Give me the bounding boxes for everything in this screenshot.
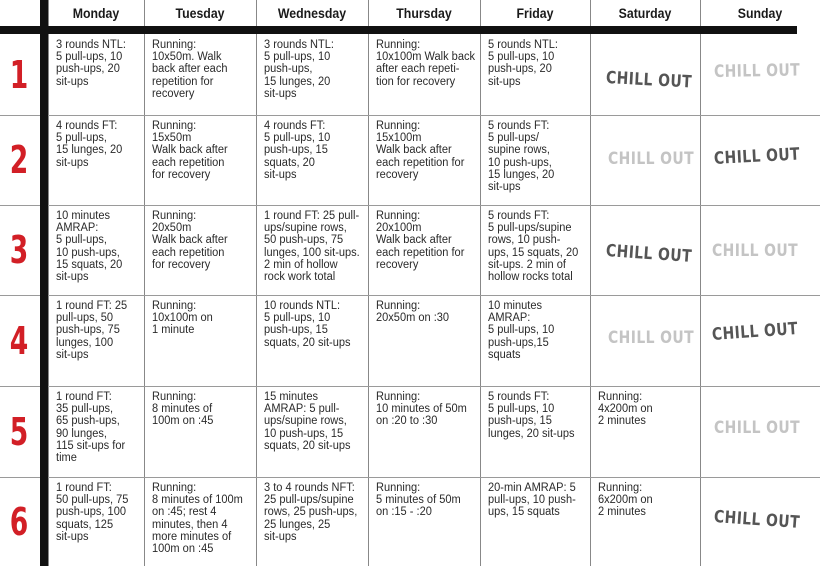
row-divider (0, 115, 820, 116)
workout-line: lunges, 100 sit-ups. (264, 246, 360, 259)
week-number-6: 6 (9, 499, 29, 544)
workout-line: 4 rounds FT: (264, 120, 326, 132)
workout-line: 10 push-ups, (488, 156, 552, 169)
workout-line: push-ups, 15 (264, 144, 328, 157)
workout-line: 5 pull-ups, 10 (264, 51, 331, 64)
workout-line: for recovery (152, 168, 211, 181)
workout-line: Running: (376, 482, 421, 494)
workout-cell-monday (56, 391, 125, 464)
workout-line: push-ups, 20 (56, 63, 120, 76)
workout-line: Running: (598, 391, 643, 403)
day-header-sunday: Sunday (737, 5, 783, 21)
workout-line: after each repeti- (376, 63, 460, 76)
workout-line: recovery (376, 258, 419, 271)
workout-line: 5 pull-ups, 10 (264, 132, 331, 145)
chill-out-label: CHILL OUT (608, 149, 695, 169)
workout-line: pull-ups, 10 push- (488, 494, 576, 507)
column-divider (700, 0, 701, 566)
workout-line: 10 push-ups, 15 (264, 427, 344, 440)
workout-line: Running: (152, 300, 197, 312)
workout-line: Walk back after (376, 234, 452, 247)
workout-cell-wednesday (264, 482, 357, 543)
workout-line: sit-ups (56, 348, 89, 361)
workout-line: Walk back after (376, 144, 452, 157)
week-number-4: 4 (9, 318, 29, 363)
workout-cell-thursday (376, 391, 467, 428)
workout-line: Running: (376, 120, 421, 132)
workout-line: 1 round FT: 25 pull- (264, 210, 360, 222)
week-number-2: 2 (9, 138, 29, 182)
workout-line: Running: (152, 210, 197, 222)
workout-line: 10x50m. Walk (152, 51, 222, 64)
workout-cell-friday (488, 120, 554, 193)
workout-line: push-ups, 75 (56, 324, 120, 337)
workout-line: 25 lunges, 25 (264, 518, 331, 531)
row-divider (0, 386, 820, 387)
row-divider (0, 205, 820, 206)
chill-out-label: CHILL OUT (711, 319, 799, 345)
workout-line: 115 sit-ups for (56, 439, 126, 452)
workout-line: sit-ups (264, 87, 297, 100)
workout-line: 3 to 4 rounds NFT: (264, 482, 355, 494)
workout-line: squats, 20 sit-ups (264, 439, 351, 452)
workout-line: 2 minutes (598, 506, 646, 519)
workout-line: each repetition for (376, 246, 465, 259)
workout-line: Running: (598, 482, 643, 494)
workout-cell-friday (488, 210, 578, 283)
workout-line: push-ups, (264, 63, 313, 76)
column-divider (480, 0, 481, 566)
workout-line: 10x100m on (152, 312, 213, 325)
column-divider (256, 0, 257, 566)
workout-cell-friday (488, 300, 554, 361)
workout-line: 15x50m (152, 132, 192, 145)
workout-cell-tuesday (152, 300, 213, 337)
workout-line: 5 pull-ups, 10 (264, 312, 331, 325)
workout-line: 20x50m (152, 222, 192, 235)
day-header-monday: Monday (72, 5, 120, 21)
workout-line: Running: (152, 391, 197, 403)
chill-out-label: CHILL OUT (608, 328, 695, 348)
workout-line: 10 minutes (56, 210, 111, 222)
day-header-wednesday: Wednesday (277, 5, 347, 21)
workout-cell-wednesday (264, 210, 360, 283)
workout-line: recovery (376, 168, 419, 181)
workout-cell-thursday (376, 120, 464, 181)
workout-line: rows, 10 push- (488, 234, 561, 247)
workout-line: 8 minutes of (152, 403, 213, 416)
workout-line: 100m on :45 (152, 415, 214, 428)
workout-cell-saturday (598, 482, 653, 519)
column-divider (590, 0, 591, 566)
chill-out-label: CHILL OUT (714, 418, 801, 438)
workout-line: 20-min AMRAP: 5 (488, 482, 576, 494)
workout-line: 25 pull-ups/supine (264, 494, 354, 507)
workout-cell-friday (488, 482, 576, 519)
workout-cell-monday (56, 210, 122, 283)
workout-line: AMRAP: (56, 222, 99, 235)
workout-line: Running: (376, 391, 421, 403)
day-header-saturday: Saturday (618, 5, 672, 21)
chill-out-label: CHILL OUT (713, 60, 801, 82)
workout-line: 4x200m on (598, 403, 653, 416)
workout-line: 20x100m (376, 222, 422, 235)
workout-cell-thursday (376, 300, 449, 324)
workout-cell-tuesday (152, 482, 243, 555)
workout-line: recovery (152, 87, 195, 100)
workout-line: push-ups, 100 (56, 506, 126, 519)
workout-line: AMRAP: 5 pull- (264, 403, 340, 416)
workout-line: 8 minutes of 100m (152, 494, 243, 507)
workout-line: 5 rounds NTL: (488, 39, 558, 51)
workout-cell-wednesday (264, 120, 330, 181)
workout-cell-tuesday (152, 210, 228, 271)
chill-out-label: CHILL OUT (713, 144, 801, 169)
workout-line: Running: (376, 39, 421, 51)
workout-line: on :45; rest 4 (152, 506, 217, 519)
week-number-3: 3 (9, 228, 29, 272)
workout-line: push-ups, 15 (488, 415, 552, 428)
workout-line: each repetition (152, 156, 225, 169)
week-number-5: 5 (9, 409, 29, 454)
workout-line: 5 rounds FT: (488, 391, 550, 403)
workout-line: 35 pull-ups, (56, 403, 114, 416)
workout-line: 5 pull-ups/ (488, 132, 539, 145)
workout-line: Running: (152, 39, 197, 51)
workout-line: 4 rounds FT: (56, 120, 118, 132)
day-header-thursday: Thursday (396, 5, 452, 21)
workout-line: 100m on :45 (152, 543, 214, 556)
workout-line: more minutes of (152, 530, 232, 543)
workout-line: 15 lunges, 20 (488, 168, 555, 181)
day-header-tuesday: Tuesday (175, 5, 225, 21)
workout-line: on :20 to :30 (376, 415, 438, 428)
workout-line: 5 pull-ups/supine (488, 222, 572, 235)
workout-cell-monday (56, 120, 122, 169)
workout-line: 5 pull-ups, 10 (488, 403, 555, 416)
workout-line: ups/supine rows, (264, 415, 347, 428)
chill-out-label: CHILL OUT (605, 241, 693, 267)
workout-line: for recovery (152, 258, 211, 271)
workout-line: push-ups,15 (488, 336, 549, 349)
workout-line: sit-ups. 2 min of (488, 258, 566, 271)
workout-line: 15 lunges, 20 (56, 144, 123, 157)
workout-line: sit-ups (56, 271, 89, 284)
workout-line: 15 squats, 20 (56, 258, 123, 271)
vertical-divider-bar (40, 0, 48, 566)
workout-cell-friday (488, 39, 558, 88)
workout-line: 3 rounds NTL: (56, 39, 126, 51)
workout-line: minutes, then 4 (152, 518, 228, 531)
workout-line: 10 minutes (488, 300, 543, 312)
workout-line: 65 push-ups, (56, 415, 120, 428)
workout-line: time (56, 452, 77, 465)
workout-line: 50 push-ups, 75 (264, 234, 344, 247)
workout-line: squats, 20 sit-ups (264, 336, 351, 349)
workout-line: 6x200m on (598, 494, 653, 507)
workout-line: Running: (152, 482, 197, 494)
row-divider (0, 295, 820, 296)
column-divider (144, 0, 145, 566)
workout-line: 2 minutes (598, 415, 646, 428)
workout-line: 5 pull-ups, (56, 234, 107, 247)
workout-line: sit-ups (488, 75, 521, 88)
workout-line: pull-ups, 50 (56, 312, 114, 325)
workout-cell-monday (56, 39, 126, 88)
workout-line: sit-ups (264, 530, 297, 543)
workout-line: 20x50m on :30 (376, 312, 450, 325)
workout-cell-friday (488, 391, 575, 440)
workout-line: 50 pull-ups, 75 (56, 494, 129, 507)
workout-line: 5 pull-ups, 10 (56, 51, 123, 64)
workout-line: rows, 25 push-ups, (264, 506, 358, 519)
workout-line: 1 round FT: 25 (56, 300, 128, 312)
workout-line: 10 rounds NTL: (264, 300, 341, 312)
workout-line: Walk back after (152, 144, 228, 157)
workout-line: lunges, 20 sit-ups (488, 427, 575, 440)
workout-line: Running: (376, 300, 421, 312)
workout-cell-tuesday (152, 391, 213, 428)
workout-line: rock work total (264, 271, 336, 284)
workout-line: 1 round FT: (56, 391, 112, 403)
workout-line: 10x100m Walk back (376, 51, 475, 64)
workout-cell-tuesday (152, 120, 228, 181)
workout-line: 15x100m (376, 132, 422, 145)
workout-line: ups/supine rows, (264, 222, 347, 235)
workout-line: 90 lunges, (56, 427, 107, 440)
workout-cell-thursday (376, 482, 461, 519)
workout-line: sit-ups (56, 156, 89, 169)
workout-line: on :15 - :20 (376, 506, 432, 519)
workout-line: ups, 15 squats (488, 506, 560, 519)
workout-line: 1 round FT: (56, 482, 112, 494)
workout-line: back after each (152, 63, 228, 76)
column-divider (48, 0, 49, 566)
workout-line: 5 pull-ups, (56, 132, 107, 145)
workout-line: squats, 125 (56, 518, 114, 531)
workout-line: sit-ups (56, 75, 89, 88)
workout-line: lunges, 100 (56, 336, 114, 349)
chill-out-label: CHILL OUT (605, 68, 693, 93)
workout-line: tion for recovery (376, 75, 456, 88)
workout-line: squats (488, 348, 521, 361)
row-divider (0, 477, 820, 478)
workout-line: 5 minutes of 50m (376, 494, 461, 507)
workout-cell-saturday (598, 391, 653, 428)
workout-line: 5 pull-ups, 10 (488, 51, 555, 64)
workout-line: 5 pull-ups, 10 (488, 324, 555, 337)
workout-line: sit-ups (488, 181, 521, 194)
workout-line: squats, 20 (264, 156, 315, 169)
workout-line: 5 rounds FT: (488, 120, 550, 132)
chill-out-label: CHILL OUT (713, 507, 801, 533)
workout-line: ups, 15 squats, 20 (488, 246, 579, 259)
chill-out-label: CHILL OUT (712, 241, 799, 261)
workout-line: Walk back after (152, 234, 228, 247)
workout-cell-monday (56, 300, 127, 361)
workout-cell-wednesday (264, 391, 351, 452)
workout-cell-tuesday (152, 39, 227, 100)
column-divider (368, 0, 369, 566)
workout-cell-monday (56, 482, 128, 543)
workout-cell-wednesday (264, 39, 334, 100)
workout-line: repetition for (152, 75, 214, 88)
workout-line: push-ups, 15 (264, 324, 328, 337)
workout-line: push-ups, 20 (488, 63, 552, 76)
workout-line: hollow rocks total (488, 271, 573, 284)
workout-line: Running: (152, 120, 197, 132)
workout-line: sit-ups (56, 530, 89, 543)
week-number-1: 1 (9, 52, 29, 97)
workout-line: 15 lunges, 20 (264, 75, 331, 88)
workout-line: 3 rounds NTL: (264, 39, 334, 51)
workout-line: 15 minutes (264, 391, 319, 403)
workout-line: 5 rounds FT: (488, 210, 550, 222)
workout-line: 10 minutes of 50m (376, 403, 467, 416)
header-divider-bar (0, 26, 797, 34)
workout-line: AMRAP: (488, 312, 531, 325)
workout-line: each repetition for (376, 156, 465, 169)
day-header-friday: Friday (516, 5, 554, 21)
workout-cell-wednesday (264, 300, 351, 349)
workout-line: Running: (376, 210, 421, 222)
workout-line: 1 minute (152, 324, 195, 337)
workout-cell-thursday (376, 39, 475, 88)
workout-line: 10 push-ups, (56, 246, 120, 259)
workout-line: each repetition (152, 246, 225, 259)
workout-line: supine rows, (488, 144, 550, 157)
workout-line: sit-ups (264, 168, 297, 181)
workout-cell-thursday (376, 210, 464, 271)
workout-line: 2 min of hollow (264, 258, 338, 271)
